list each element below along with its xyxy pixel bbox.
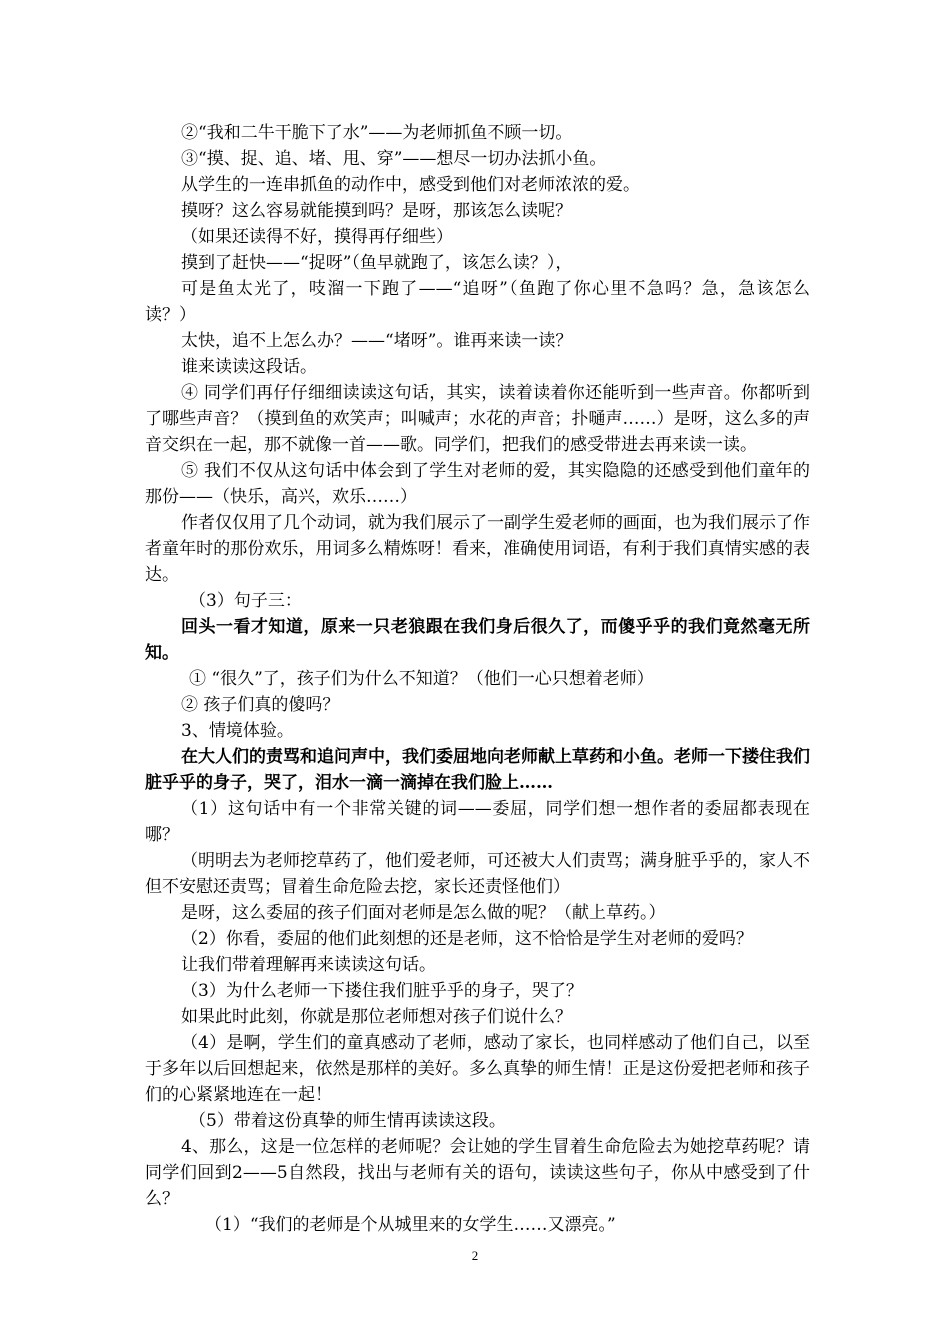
paragraph: （1）这句话中有一个非常关键的词——委屈，同学们想一想作者的委屈都表现在哪？	[145, 799, 810, 845]
paragraph: （3）为什么老师一下搂住我们脏乎乎的身子，哭了？	[181, 981, 583, 1001]
quoted-sentence: 在大人们的责骂和追问声中，我们委屈地向老师献上草药和小鱼。老师一下搂住我们脏乎乎的身子，哭了，泪水一滴一滴掉在我们脸上……	[145, 747, 810, 793]
document-body	[145, 120, 810, 1238]
paragraph: 谁来读读这段话。	[181, 357, 317, 377]
paragraph: ④ 同学们再仔仔细细读读这句话，其实，读着读着你还能听到一些声音。你都听到了哪些声音？（摸到鱼的欢笑声；叫喊声；水花的声音；扑嗵声……）是呀，这么多的声音交织在一起，那不就像一首——歌。同学们，把我们的感受带进去再来读一读。	[145, 383, 810, 455]
paragraph: （如果还读得不好，摸得再仔细些）	[181, 227, 453, 247]
paragraph: 摸呀？这么容易就能摸到吗？是呀，那该怎么读呢？	[181, 201, 572, 221]
paragraph: （5）带着这份真挚的师生情再读读这段。	[189, 1111, 506, 1131]
paragraph: （4）是啊，学生们的童真感动了老师，感动了家长，也同样感动了他们自己，以至于多年以后回想起来，依然是那样的美好。多么真挚的师生情！正是这份爱把老师和孩子们的心紧紧地连在一起！	[145, 1033, 810, 1105]
paragraph: 摸到了赶快——“捉呀”（鱼早就跑了，该怎么读？），	[181, 253, 573, 273]
section-heading: （3）句子三：	[189, 591, 302, 611]
paragraph: 太快，追不上怎么办？——“堵呀”。谁再来读一读？	[181, 331, 573, 351]
paragraph: 作者仅仅用了几个动词，就为我们展示了一副学生爱老师的画面，也为我们展示了作者童年时的那份欢乐，用词多么精炼呀！看来，准确使用词语，有利于我们真情实感的表达。	[145, 513, 810, 585]
paragraph: ② 孩子们真的傻吗？	[181, 695, 340, 715]
section-heading: 3、情境体验。	[181, 721, 294, 741]
paragraph: 让我们带着理解再来读读这句话。	[181, 955, 436, 975]
paragraph: （2）你看，委屈的他们此刻想的还是老师，这不恰恰是学生对老师的爱吗？	[181, 929, 753, 949]
paragraph: 是呀，这么委屈的孩子们面对老师是怎么做的呢？（献上草药。）	[181, 903, 666, 923]
paragraph: （明明去为老师挖草药了，他们爱老师，可还被大人们责骂；满身脏乎乎的，家人不但不安慰还责骂；冒着生命危险去挖，家长还责怪他们）	[145, 851, 810, 897]
paragraph: 如果此时此刻，你就是那位老师想对孩子们说什么？	[181, 1007, 572, 1027]
page-number: 2	[471, 1248, 479, 1263]
quoted-sentence: 回头一看才知道，原来一只老狼跟在我们身后很久了，而傻乎乎的我们竟然毫无所知。	[145, 617, 810, 663]
paragraph: （1）“我们的老师是个从城里来的女学生……又漂亮。”	[205, 1215, 616, 1235]
paragraph: ②“我和二牛干脆下了水”——为老师抓鱼不顾一切。	[181, 123, 573, 143]
section-heading: 4、那么，这是一位怎样的老师呢？会让她的学生冒着生命危险去为她挖草药呢？请同学们回到2——5自然段，找出与老师有关的语句，读读这些句子，你从中感受到了什么？	[145, 1137, 810, 1209]
paragraph: ③“摸、捉、追、堵、甩、穿”——想尽一切办法抓小鱼。	[181, 149, 607, 169]
paragraph: 从学生的一连串抓鱼的动作中，感受到他们对老师浓浓的爱。	[181, 175, 640, 195]
paragraph: ⑤ 我们不仅从这句话中体会到了学生对老师的爱，其实隐隐的还感受到他们童年的那份——（快乐，高兴，欢乐……）	[145, 461, 810, 507]
paragraph: 可是鱼太光了，吱溜一下跑了——“追呀”（鱼跑了你心里不急吗？急，急该怎么读？）	[145, 279, 810, 325]
paragraph: ① “很久”了，孩子们为什么不知道？（他们一心只想着老师）	[189, 669, 654, 689]
